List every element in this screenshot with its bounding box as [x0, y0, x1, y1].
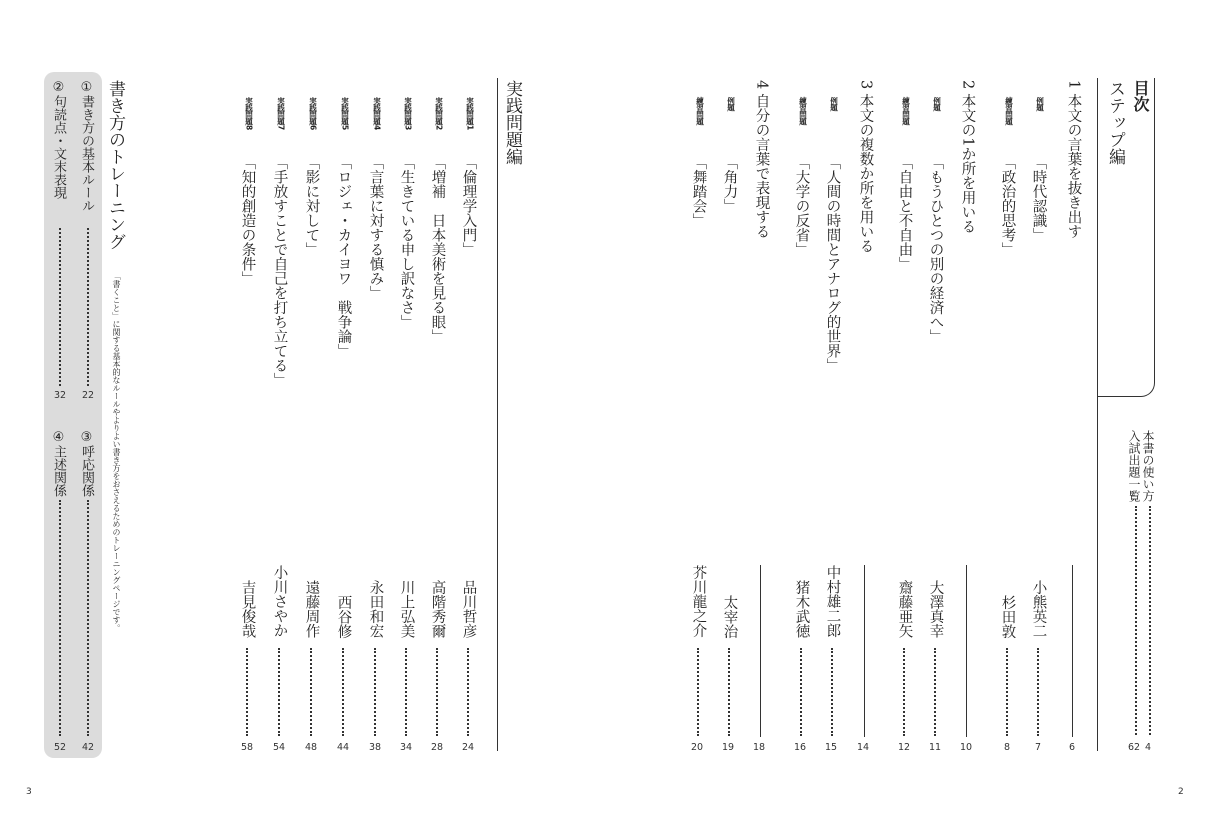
step-heading: ステップ編	[1105, 80, 1125, 165]
training-item: ④主述関係	[51, 430, 66, 497]
practice-label: 実践問題2	[434, 97, 444, 130]
training-page: 32	[54, 390, 67, 401]
practice-title: 「影に対して」	[303, 155, 320, 257]
practice-label: 実践問題1	[465, 97, 475, 130]
entry-label: 例題	[932, 97, 942, 111]
section-4-rule	[760, 565, 761, 737]
section-2-heading: 2 本文の1か所を用いる	[959, 80, 976, 234]
entry-title: 「政治的思考」	[999, 155, 1016, 257]
entry-title: 「舞踏会」	[690, 155, 707, 228]
entry-title: 「もうひとつの別の経済へ」	[927, 155, 944, 344]
entry-leader	[697, 648, 699, 736]
practice-title: 「ロジェ・カイヨワ 戦争論」	[335, 155, 352, 358]
entry-author: 猪木武徳	[793, 580, 810, 638]
practice-leader	[342, 648, 344, 736]
front-item-exam-list: 入試出題一覧	[1127, 430, 1141, 502]
practice-author: 西谷修	[335, 595, 352, 639]
practice-author: 遠藤周作	[303, 580, 320, 638]
entry-author: 小熊英二	[1030, 580, 1047, 638]
practice-leader	[467, 648, 469, 736]
entry-title: 「角力」	[721, 155, 738, 213]
entry-leader	[903, 648, 905, 736]
entry-leader	[1006, 648, 1008, 736]
section-2-rule	[966, 565, 967, 737]
practice-leader	[436, 648, 438, 736]
section-4-heading: 4 自分の言葉で表現する	[753, 80, 770, 239]
practice-author: 品川哲彦	[460, 580, 477, 638]
practice-title: 「生きている申し訳なさ」	[398, 155, 415, 329]
entry-label: 練習問題	[1004, 97, 1014, 125]
training-page: 42	[82, 742, 95, 753]
entry-leader	[831, 648, 833, 736]
training-leader	[59, 228, 61, 386]
entry-leader	[728, 648, 730, 736]
entry-page: 19	[722, 742, 735, 753]
section-3-rule	[864, 565, 865, 737]
practice-label: 実践問題3	[403, 97, 413, 130]
entry-author: 中村雄二郎	[824, 565, 841, 638]
training-leader	[59, 500, 61, 736]
entry-label: 例題	[1035, 97, 1045, 111]
training-item: ②句読点・文末表現	[51, 80, 66, 199]
practice-page: 34	[400, 742, 413, 753]
training-leader	[87, 228, 89, 386]
entry-title: 「時代認識」	[1030, 155, 1047, 242]
step-bracket	[1098, 78, 1155, 397]
entry-label: 例題	[829, 97, 839, 111]
entry-leader	[1037, 648, 1039, 736]
entry-page: 12	[898, 742, 911, 753]
practice-label: 実践問題5	[340, 97, 350, 130]
entry-leader	[800, 648, 802, 736]
practice-author: 高階秀爾	[429, 580, 446, 638]
practice-page: 58	[241, 742, 254, 753]
entry-page: 16	[794, 742, 807, 753]
training-heading: 書き方のトレーニング	[105, 80, 125, 250]
entry-label: 練習問題	[901, 97, 911, 125]
entry-label: 練習問題	[695, 97, 705, 125]
practice-rule	[497, 78, 498, 751]
entry-author: 太宰治	[721, 595, 738, 639]
practice-author: 吉見俊哉	[239, 580, 256, 638]
practice-page: 44	[337, 742, 350, 753]
practice-leader	[246, 648, 248, 736]
practice-label: 実践問題6	[308, 97, 318, 130]
practice-label: 実践問題8	[244, 97, 254, 130]
entry-label: 例題	[726, 97, 736, 111]
section-1-rule	[1072, 565, 1073, 737]
entry-author: 大澤真幸	[927, 580, 944, 638]
front-item-usage: 本書の使い方	[1141, 430, 1155, 502]
entry-page: 8	[1004, 742, 1011, 753]
entry-author: 杉田敦	[999, 595, 1016, 639]
practice-title: 「言葉に対する慎み」	[367, 155, 384, 300]
practice-author: 小川さやか	[271, 565, 288, 638]
front-item-exam-list-leader	[1135, 506, 1137, 735]
practice-author: 永田和宏	[367, 580, 384, 638]
entry-title: 「自由と不自由」	[896, 155, 913, 271]
left-page-number: 3	[26, 787, 32, 797]
section-4-page: 18	[753, 742, 766, 753]
section-3-page: 14	[857, 742, 870, 753]
left-page	[0, 0, 600, 819]
front-item-usage-leader	[1149, 506, 1151, 735]
practice-title: 「知的創造の条件」	[239, 155, 256, 286]
toc-title: 目次	[1131, 80, 1150, 112]
section-1-heading: 1 本文の言葉を抜き出す	[1065, 80, 1082, 239]
front-item-usage-page: 4	[1145, 742, 1152, 753]
training-description: 「書くこと」に関する基本的なルールやよりよい書き方をおさえるためのトレーニングページです。	[112, 272, 121, 632]
front-item-exam-list-page: 62	[1128, 742, 1141, 753]
practice-title: 「増補 日本美術を見る眼」	[429, 155, 446, 344]
entry-title: 「大学の反省」	[793, 155, 810, 257]
training-item: ③呼応関係	[79, 430, 94, 497]
entry-title: 「人間の時間とアナログ的世界」	[824, 155, 841, 373]
section-2-page: 10	[960, 742, 973, 753]
practice-label: 実践問題4	[372, 97, 382, 130]
entry-page: 20	[691, 742, 704, 753]
practice-leader	[374, 648, 376, 736]
practice-leader	[405, 648, 407, 736]
section-3-heading: 3 本文の複数か所を用いる	[857, 80, 874, 254]
entry-label: 練習問題	[798, 97, 808, 125]
training-page: 52	[54, 742, 67, 753]
right-page-number: 2	[1178, 787, 1184, 797]
training-leader	[87, 500, 89, 736]
entry-author: 芥川龍之介	[690, 565, 707, 638]
practice-author: 川上弘美	[398, 580, 415, 638]
section-1-page: 6	[1069, 742, 1076, 753]
practice-page: 24	[462, 742, 475, 753]
practice-page: 54	[273, 742, 286, 753]
training-item: ①書き方の基本ルール	[79, 80, 94, 212]
right-page	[600, 0, 1212, 819]
practice-title: 「手放すことで自己を打ち立てる」	[271, 155, 288, 387]
practice-page: 48	[305, 742, 318, 753]
practice-leader	[310, 648, 312, 736]
right-page-rule	[1097, 78, 1098, 751]
entry-page: 15	[825, 742, 838, 753]
practice-heading: 実践問題編	[502, 80, 522, 165]
practice-page: 28	[431, 742, 444, 753]
training-page: 22	[82, 390, 95, 401]
entry-leader	[934, 648, 936, 736]
entry-page: 11	[929, 742, 942, 753]
practice-page: 38	[369, 742, 382, 753]
entry-author: 齋藤亜矢	[896, 580, 913, 638]
entry-page: 7	[1035, 742, 1042, 753]
practice-title: 「倫理学入門」	[460, 155, 477, 257]
practice-label: 実践問題7	[276, 97, 286, 130]
practice-leader	[278, 648, 280, 736]
